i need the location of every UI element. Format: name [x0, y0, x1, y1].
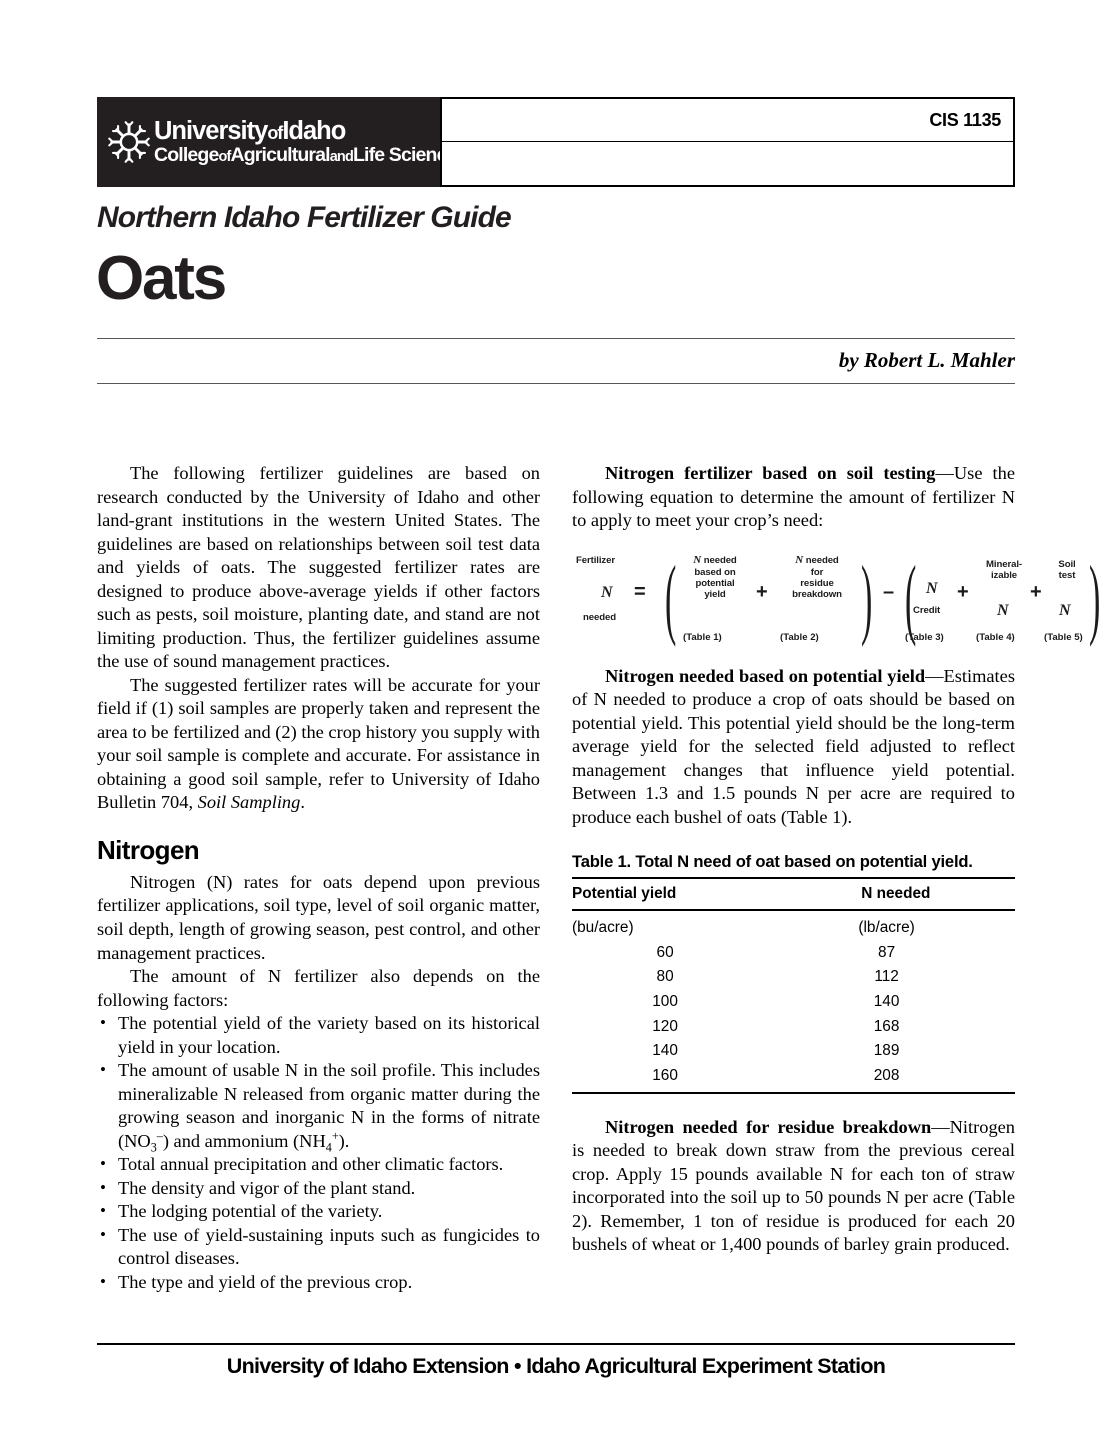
list-item: • The density and vigor of the plant stand. [97, 1177, 540, 1201]
logo-college-word: College [154, 144, 219, 166]
nitrate-superscript: – [156, 1128, 163, 1143]
soil-testing-runin-heading: Nitrogen fertilizer based on soil testing [605, 463, 936, 483]
equation-term4-var: N [997, 601, 1009, 619]
equation-term1-label: N needed based on potential yield [693, 553, 737, 601]
soil-testing-paragraph [572, 462, 1015, 533]
units-potential-yield: (bu/acre) [572, 919, 634, 937]
table-row [572, 990, 1015, 1015]
equation-term3-label: Credit [913, 604, 941, 616]
snowflake-starburst-logo-icon [108, 120, 150, 164]
footer-text: University of Idaho Extension • Idaho Agricultural Experiment Station [226, 1354, 886, 1378]
logo-college-of-word: of [218, 149, 231, 165]
logo-line-university [154, 116, 467, 145]
nitrate-subscript: 3 [150, 1140, 157, 1155]
residue-breakdown-runin-heading: Nitrogen needed for residue breakdown [605, 1116, 932, 1137]
cell-n: 168 [873, 1017, 900, 1035]
equation-right-paren-2: ) [1088, 545, 1101, 648]
logo-of-word: of [267, 122, 283, 143]
equation-left-paren-1: ( [664, 545, 677, 648]
table1 [572, 877, 1015, 1094]
paragraph2-part-b: . [300, 792, 305, 813]
section-heading-nitrogen: Nitrogen [97, 834, 200, 865]
equation-equals-sign: = [634, 580, 646, 603]
equation-right-paren-1: ) [860, 545, 873, 648]
nitrogen-paragraph-1: Nitrogen (N) rates for oats depend upon previous fertilizer applications, soil type, level of soil organic matter, soil depth, length of growing season, pest control, and other management practices. [97, 871, 540, 963]
header-boxes [440, 97, 1015, 187]
table-row-units [572, 910, 1015, 940]
potential-yield-runin-heading: Nitrogen needed based on potential yield [605, 665, 926, 686]
cell-n: 189 [873, 1042, 900, 1060]
equation-table-ref-4: (Table 4) [976, 631, 1015, 643]
column-header-n-needed: N needed [758, 878, 1015, 910]
table-header-row [572, 878, 1015, 910]
cell-n: 87 [878, 943, 896, 961]
right-column [572, 462, 1101, 1257]
nitrogen-paragraph-2: The amount of N fertilizer also depends on the following factors: [97, 966, 540, 1010]
equation-lhs-variable: N [601, 583, 613, 601]
ammonium-subscript: 4 [325, 1140, 332, 1155]
cell-yield: 60 [656, 943, 674, 961]
cell-n: 140 [873, 993, 900, 1011]
university-logo [97, 97, 467, 187]
cell-yield: 100 [652, 993, 678, 1011]
equation-term5-var: N [1059, 601, 1071, 619]
cell-n: 208 [758, 1064, 1015, 1093]
residue-breakdown-body: —Nitrogen is needed to break down straw from the previous cereal crop. Apply 15 pounds available N for each ton of straw incorporated into the soil up to 50 pounds N per acre (Table 2). Remember, 1 ton of residue is produced for each 20 bushels of wheat or 1,400 pounds of barley grain produced. [572, 1116, 1015, 1255]
units-n-needed: (lb/acre) [858, 919, 915, 937]
list-item: • The lodging potential of the variety. [97, 1200, 540, 1224]
logo-and-word: and [329, 149, 353, 165]
table1-wrapper [572, 851, 1015, 1094]
equation-plus-2: + [957, 580, 969, 603]
ammonium-superscript: + [331, 1128, 339, 1143]
logo-idaho-word: Idaho [282, 116, 346, 145]
equation-term2-label: N needed for residue breakdown [792, 553, 842, 601]
cell-yield: 160 [572, 1064, 758, 1093]
byline-rule-top [97, 338, 1015, 339]
table1-caption: Table 1. Total N need of oat based on potential yield. [572, 852, 973, 872]
equation-minus-sign: – [883, 580, 895, 603]
equation-term5-label: Soil test [1058, 558, 1076, 581]
equation-table-ref-2: (Table 2) [780, 631, 819, 643]
list-item: • The use of yield-sustaining inputs such as fungicides to control diseases. [97, 1224, 540, 1271]
equation-term4-label: Mineral- izable [986, 558, 1022, 581]
potential-yield-body: —Estimates of N needed to produce a crop of oats should be based on potential yield. This potential yield should be the long-term average yield for the selected field adjusted to reflect management changes that influence yield potential. Between 1.3 and 1.5 pounds N per acre are required to produce each bushel of oats (Table 1). [572, 665, 1015, 827]
equation-term3-var: N [926, 579, 938, 597]
equation-needed-label: needed [583, 611, 616, 623]
soil-sampling-title: Soil Sampling [197, 792, 301, 813]
nitrate-text-b: ) and ammonium (NH [162, 1130, 326, 1151]
equation-left-paren-2: ( [904, 545, 917, 648]
logo-wordmark [154, 116, 467, 166]
logo-agricultural-word: Agricultural [230, 144, 330, 166]
equation-term1-var: N [693, 553, 702, 566]
cell-yield: 120 [652, 1017, 678, 1035]
equation-table-ref-1: (Table 1) [683, 631, 722, 643]
table1-body [572, 910, 1015, 1093]
paragraph2-part-a: The suggested fertilizer rates will be accurate for your field if (1) soil samples are properly taken and represent the area to be fertilized and (2) the crop history you supply with your soil sample is complete and accurate. For assistance in obtaining a good soil sample, refer to University of Idaho Bulletin 704, [97, 674, 540, 813]
nitrogen-factors-list [97, 1012, 540, 1294]
intro-paragraph-2 [97, 674, 540, 815]
list-item: • The type and yield of the previous crop. [97, 1271, 540, 1295]
fertilizer-n-equation-figure [572, 545, 1101, 651]
logo-university-word: University [154, 116, 268, 145]
list-item: • Total annual precipitation and other climatic factors. [97, 1153, 540, 1177]
left-column [97, 462, 540, 1294]
document-header [97, 97, 1015, 187]
cell-yield: 140 [652, 1042, 678, 1060]
table-row [572, 940, 1015, 965]
footer-rule [97, 1343, 1015, 1345]
equation-fertilizer-label: Fertilizer [576, 554, 615, 566]
column-header-potential-yield: Potential yield [572, 878, 758, 910]
table-row [572, 965, 1015, 990]
cell-yield: 80 [656, 968, 674, 986]
table-row [572, 1064, 1015, 1093]
equation-plus-1: + [756, 580, 768, 603]
equation-plus-3: + [1030, 580, 1042, 603]
residue-breakdown-paragraph [572, 1116, 1015, 1257]
cell-n: 112 [874, 968, 899, 986]
nitrate-text-c: ). [338, 1130, 350, 1151]
table-row [572, 1014, 1015, 1039]
logo-life-sciences-word: Life Sciences [352, 144, 467, 166]
publication-number-box [440, 97, 1015, 142]
nitrate-text-a: The amount of usable N in the soil profile. This includes mineralizable N released from organic matter during the growing season and inorganic N in the forms of nitrate (NO [118, 1060, 540, 1151]
equation-term2-var: N [795, 553, 804, 566]
logo-line-college [154, 146, 467, 166]
list-item-nitrate [97, 1059, 540, 1153]
equation-table-ref-3: (Table 3) [905, 631, 944, 643]
series-title: Northern Idaho Fertilizer Guide [97, 201, 511, 234]
soil-testing-body: —Use the following equation to determine the amount of fertilizer N to apply to meet your crop’s need: [572, 463, 1015, 531]
byline: by Robert L. Mahler [838, 348, 1015, 372]
intro-paragraph-1: The following fertilizer guidelines are based on research conducted by the University of Idaho and other land-grant institutions in the western United States. The guidelines are based on relationships between soil test data and yields of oats. The suggested fertilizer rates are designed to produce above-average yields if other factors such as pests, soil moisture, planting date, and stand are not limiting production. Thus, the fertilizer guidelines assume the use of sound management practices. [97, 463, 540, 672]
table-row [572, 1039, 1015, 1064]
potential-yield-paragraph [572, 665, 1015, 830]
equation-table-ref-5: (Table 5) [1044, 631, 1083, 643]
publication-number: CIS 1135 [929, 109, 1001, 130]
byline-rule-bottom [97, 383, 1015, 384]
page-title: Oats [96, 244, 226, 313]
header-blank-box [440, 142, 1015, 187]
list-item: • The potential yield of the variety based on its historical yield in your location. [97, 1012, 540, 1059]
